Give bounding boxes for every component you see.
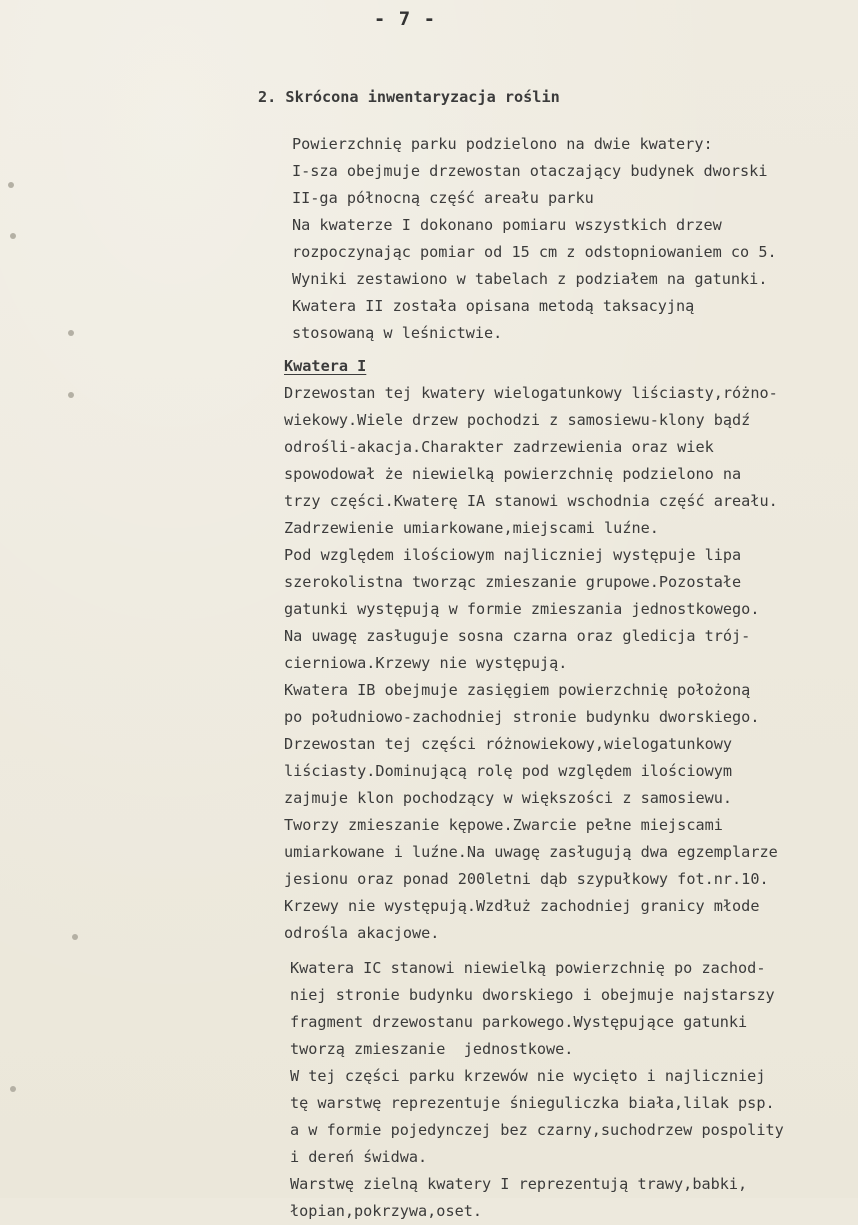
text-line: Drzewostan tej części różnowiekowy,wielogatunkowy — [284, 735, 733, 753]
kwatera-ic-paragraph — [258, 955, 853, 1225]
text-line: niej stronie budynku dworskiego i obejmuje najstarszy — [290, 986, 775, 1004]
text-line: Tworzy zmieszanie kępowe.Zwarcie pełne miejscami — [284, 816, 723, 834]
text-line: po południowo-zachodniej stronie budynku dworskiego. — [284, 708, 760, 726]
text-line: Kwatera IB obejmuje zasięgiem powierzchnię położoną — [284, 681, 751, 699]
document-body — [258, 84, 853, 1225]
text-line: zajmuje klon pochodzący w większości z samosiewu. — [284, 789, 733, 807]
binder-mark — [72, 934, 78, 940]
kwatera-heading: Kwatera I — [284, 357, 367, 375]
binder-mark — [68, 330, 74, 336]
text-line: Pod względem ilościowym najliczniej występuje lipa — [284, 546, 742, 564]
text-line: szerokolistna tworząc zmieszanie grupowe.Pozostałe — [284, 573, 742, 591]
kwatera-section — [258, 353, 853, 947]
text-line: liściasty.Dominującą rolę pod względem ilościowym — [284, 762, 733, 780]
binder-mark — [10, 1086, 16, 1092]
page-number: - 7 - — [373, 8, 437, 30]
text-line: Warstwę zielną kwatery I reprezentują trawy,babki, — [290, 1175, 748, 1193]
section-heading: 2. Skrócona inwentaryzacja roślin — [258, 88, 560, 106]
text-line: W tej części parku krzewów nie wycięto i najliczniej — [290, 1067, 766, 1085]
text-line: Na kwaterze I dokonano pomiaru wszystkich drzew — [292, 216, 722, 234]
text-line: odrośli-akacja.Charakter zadrzewienia oraz wiek — [284, 438, 714, 456]
text-line: Zadrzewienie umiarkowane,miejscami luźne. — [284, 519, 659, 537]
text-line: I-sza obejmuje drzewostan otaczający budynek dworski — [292, 162, 768, 180]
text-line: Kwatera IC stanowi niewielką powierzchnię po zachod- — [290, 959, 766, 977]
intro-paragraph — [258, 131, 853, 347]
text-line: gatunki występują w formie zmieszania jednostkowego. — [284, 600, 760, 618]
text-line: umiarkowane i luźne.Na uwagę zasługują dwa egzemplarze — [284, 843, 778, 861]
text-line: łopian,pokrzywa,oset. — [290, 1202, 483, 1220]
text-line: cierniowa.Krzewy nie występują. — [284, 654, 568, 672]
text-line: i dereń świdwa. — [290, 1148, 428, 1166]
text-line: jesionu oraz ponad 200letni dąb szypułkowy fot.nr.10. — [284, 870, 769, 888]
binder-mark — [68, 392, 74, 398]
text-line: Krzewy nie występują.Wzdłuż zachodniej granicy młode — [284, 897, 760, 915]
text-line: Wyniki zestawiono w tabelach z podziałem na gatunki. — [292, 270, 768, 288]
text-line: spowodował że niewielką powierzchnię podzielono na — [284, 465, 742, 483]
binder-mark — [10, 233, 16, 239]
text-line: tworzą zmieszanie jednostkowe. — [290, 1040, 574, 1058]
text-line: tę warstwę reprezentuje śnieguliczka biała,lilak psp. — [290, 1094, 775, 1112]
text-line: II-ga północną część areału parku — [292, 189, 594, 207]
text-line: Powierzchnię parku podzielono na dwie kwatery: — [292, 135, 713, 153]
text-line: rozpoczynając pomiar od 15 cm z odstopniowaniem co 5. — [292, 243, 777, 261]
text-line: a w formie pojedynczej bez czarny,suchodrzew pospolity — [290, 1121, 784, 1139]
text-line: wiekowy.Wiele drzew pochodzi z samosiewu-klony bądź — [284, 411, 751, 429]
binder-mark — [8, 182, 14, 188]
text-line: fragment drzewostanu parkowego.Występujące gatunki — [290, 1013, 748, 1031]
text-line: trzy części.Kwaterę IA stanowi wschodnia część areału. — [284, 492, 778, 510]
text-line: stosowaną w leśnictwie. — [292, 324, 503, 342]
text-line: odrośla akacjowe. — [284, 924, 440, 942]
text-line: Drzewostan tej kwatery wielogatunkowy liściasty,różno- — [284, 384, 778, 402]
text-line: Kwatera II została opisana metodą taksacyjną — [292, 297, 695, 315]
text-line: Na uwagę zasługuje sosna czarna oraz gledicja trój- — [284, 627, 751, 645]
